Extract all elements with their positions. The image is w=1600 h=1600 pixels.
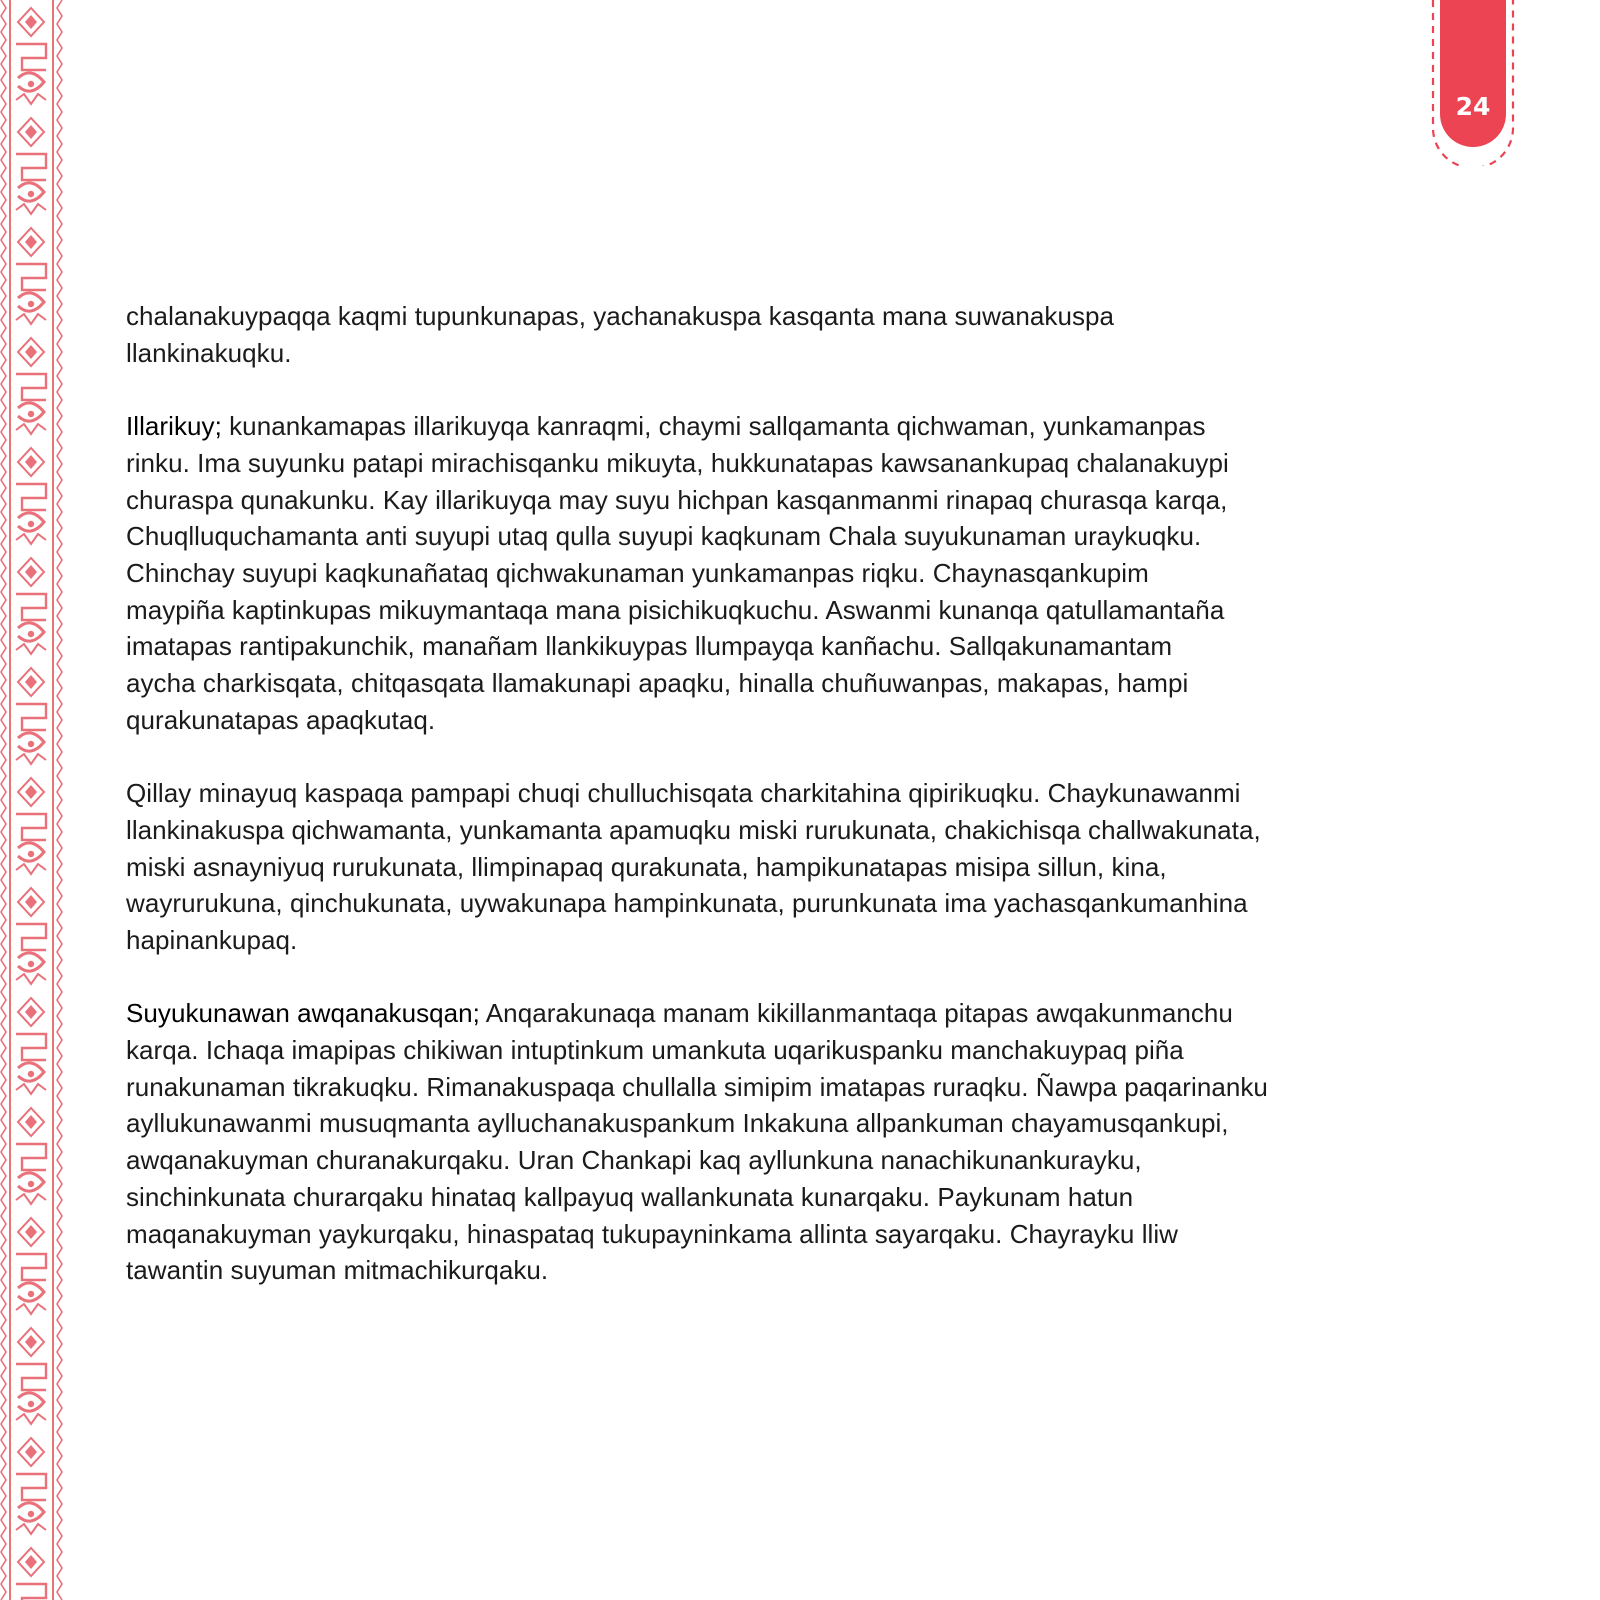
text-line: chalanakuypaqqa kaqmi tupunkunapas, yachanakuspa kasqanta mana suwanakuspa (126, 301, 1115, 331)
text-line: ayllukunawanmi musuqmanta aylluchanakuspankum Inkakuna allpankuman chayamusqankupi, (126, 1108, 1229, 1139)
page-tab-icon (1430, 0, 1516, 166)
text-line: Chuqlluquchamanta anti suyupi utaq qulla suyupi kaqkunam Chala suyukunaman uraykuqku. (126, 521, 1202, 552)
textile-pattern-icon (0, 0, 64, 1600)
document-body (126, 298, 1426, 1326)
text-line: miski asnayniyuq rurukunata, llimpinapaq qurakunata, hampikunatapas misipa sillun, kina, (126, 851, 1167, 882)
text-line (126, 408, 1426, 445)
paragraph (126, 408, 1426, 738)
text-line: wayrurukuna, qinchukunata, uywakunapa hampinkunata, purunkunata ima yachasqankumanhina (126, 888, 1248, 919)
text-line: Qillay minayuq kaspaqa pampapi chuqi chulluchisqata charkitahina qipirikuqku. Chaykunawanmi (126, 778, 1241, 809)
text-line-rest: Anqarakunaqa manam kikillanmantaqa pitapas awqakunmanchu (479, 998, 1233, 1029)
text-line: tawantin suyuman mitmachikurqaku. (126, 1255, 549, 1286)
text-line: awqanakuyman churanakurqaku. Uran Chankapi kaq ayllunkuna nanachikunankurayku, (126, 1145, 1142, 1176)
paragraph-heading: Illarikuy; (126, 411, 222, 442)
text-line: karqa. Ichaqa imapipas chikiwan intuptinkum umankuta uqarikuspanku manchakuypaq piña (126, 1035, 1184, 1066)
text-line (126, 995, 1426, 1032)
decorative-textile-border (0, 0, 64, 1600)
text-line: qurakunatapas apaqkutaq. (126, 704, 436, 735)
text-line: maqanakuyman yaykurqaku, hinaspataq tukupayninkama allinta sayarqaku. Chayrayku lliw (126, 1218, 1178, 1249)
text-line: llankinakuspa qichwamanta, yunkamanta apamuqku miski rurukunata, chakichisqa challwakunata, (126, 814, 1261, 845)
paragraph-heading: Suyukunawan awqanakusqan; (126, 998, 480, 1029)
text-line: rinku. Ima suyunku patapi mirachisqanku mikuyta, hukkunatapas kawsanankupaq chalanakuypi (126, 447, 1229, 478)
text-line: hapinankupaq. (126, 924, 298, 955)
text-line: aycha charkisqata, chitqasqata llamakunapi apaqku, hinalla chuñuwanpas, makapas, hampi (126, 668, 1189, 699)
paragraph (126, 298, 1426, 371)
paragraph (126, 995, 1426, 1289)
text-line: churaspa qunakunku. Kay illarikuyqa may suyu hichpan kasqanmanmi rinapaq churasqa karqa, (126, 484, 1228, 515)
text-line: sinchinkunata churarqaku hinataq kallpayuq wallankunata kunarqaku. Paykunam hatun (126, 1181, 1134, 1212)
text-line: maypiña kaptinkupas mikuymantaqa mana pisichikuqkuchu. Aswanmi kunanqa qatullamantaña (126, 594, 1225, 625)
text-line: llankinakuqku. (126, 337, 292, 368)
paragraph (126, 775, 1426, 959)
text-line: imatapas rantipakunchik, manañam llankikuypas llumpayqa kanñachu. Sallqakunamantam (126, 631, 1173, 662)
text-line-rest: kunankamapas illarikuyqa kanraqmi, chaymi sallqamanta qichwaman, yunkamanpas (221, 411, 1206, 442)
text-line: Chinchay suyupi kaqkunañataq qichwakunaman yunkamanpas riqku. Chaynasqankupim (126, 557, 1149, 588)
text-line: runakunaman tikrakuqku. Rimanakuspaqa chullalla simipim imatapas ruraqku. Ñawpa paqarinanku (126, 1071, 1268, 1102)
page-number: 24 (1455, 92, 1491, 121)
